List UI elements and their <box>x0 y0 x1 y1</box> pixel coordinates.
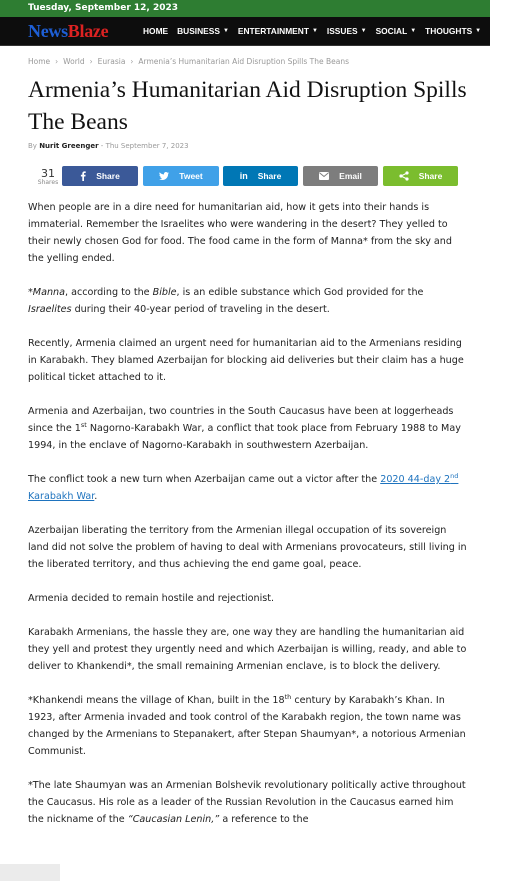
twitter-icon <box>159 172 169 180</box>
article-meta: By Nurit Greenger - Thu September 7, 2023 <box>28 142 189 150</box>
paragraph: Armenia decided to remain hostile and rejectionist. <box>28 593 275 604</box>
nav-item-entertainment[interactable]: ENTERTAINMENT ▼ <box>237 26 318 36</box>
chevron-right-icon: › <box>89 57 93 66</box>
nav-menu <box>143 17 517 45</box>
share-icon <box>399 171 409 181</box>
nav-item-usa[interactable]: USA <box>490 26 508 36</box>
current-date: Tuesday, September 12, 2023 <box>28 3 179 13</box>
paragraph: Recently, Armenia claimed an urgent need for humanitarian aid to the Armenians residing in Karabakh. They blamed Azerbaijan for blocking aid deliveries but their claim has a huge political ticket attached to it. <box>28 338 464 383</box>
paragraph: *Manna, according to the Bible, is an edible substance which God provided for the Israelites during their 40-year period of traveling in the desert. <box>28 287 424 315</box>
chevron-down-icon: ▼ <box>410 28 417 34</box>
chevron-down-icon: ▼ <box>311 28 318 34</box>
chevron-right-icon: › <box>130 57 134 66</box>
facebook-icon <box>80 171 86 181</box>
share-button-facebook[interactable]: Share <box>62 166 138 186</box>
paragraph: Armenia and Azerbaijan, two countries in the South Caucasus have been at loggerheads since the 1st Nagorno-Karabakh War, a conflict that took place from February 1988 to May 1994, in the enclave of Nagorno-Karabakh in southwestern Azerbaijan. <box>28 406 461 451</box>
email-button-email[interactable]: Email <box>303 166 378 186</box>
page-title: Armenia’s Humanitarian Aid Disruption Spills The Beans <box>28 77 467 135</box>
email-icon <box>319 172 329 180</box>
chevron-down-icon: ▼ <box>222 28 229 34</box>
publish-date: Thu September 7, 2023 <box>105 142 189 150</box>
site-logo[interactable]: NewsBlaze <box>28 21 109 41</box>
paragraph: Karabakh Armenians, the hassle they are, one way they are handling the humanitarian aid they yell and protest they urgently need and which Azerbaijan is willing, ready, and able to deliver to Khankendi*, the small remaining Armenian enclave, is to block the delivery. <box>28 627 467 672</box>
paragraph: The conflict took a new turn when Azerbaijan came out a victor after the 2020 44-day 2nd Karabakh War. <box>28 471 459 502</box>
linkedin-icon: in <box>239 171 248 181</box>
share-button-linkedin[interactable]: in Share <box>223 166 298 186</box>
share-count: 31 Shares <box>37 167 59 186</box>
breadcrumb-item[interactable]: World <box>63 57 85 66</box>
breadcrumb-item: Armenia’s Humanitarian Aid Disruption Spills The Beans <box>138 57 349 66</box>
paragraph: *The late Shaumyan was an Armenian Bolshevik revolutionary politically active throughout the Caucasus. His role as a leader of the Russian Revolution in the Caucasus earned him the nickname of the “Caucasian Lenin,” a reference to the <box>28 780 466 825</box>
date-bar <box>0 0 490 17</box>
paragraph: When people are in a dire need for humanitarian aid, how it gets into their hands is immaterial. Remember the Israelites who were wandering in the desert? They yelled to their newly chosen God for food. The food came in the form of Manna* from the sky and the yelling ended. <box>28 202 452 264</box>
karabakh-war-link[interactable]: 2020 44-day 2nd Karabakh War <box>28 471 459 502</box>
breadcrumb-item[interactable]: Home <box>28 57 51 66</box>
breadcrumb <box>28 57 349 66</box>
nav-item-thoughts[interactable]: THOUGHTS ▼ <box>425 26 482 36</box>
author-link[interactable]: Nurit Greenger <box>39 142 99 150</box>
breadcrumb-item[interactable]: Eurasia <box>97 57 126 66</box>
nav-item-business[interactable]: BUSINESS ▼ <box>177 26 229 36</box>
chevron-down-icon: ▼ <box>475 28 482 34</box>
corner-overlay <box>0 864 60 881</box>
paragraph: *Khankendi means the village of Khan, built in the 18th century by Karabakh’s Khan. In 1923, after Armenia invaded and took control of the Karabakh region, the town name was changed by the Armenians to Stepanakert, after Stepan Shaumyan*, a notorious Armenian Communist. <box>28 692 466 757</box>
nav-item-issues[interactable]: ISSUES ▼ <box>326 26 367 36</box>
share-button-share[interactable]: Share <box>383 166 458 186</box>
article-body <box>28 199 468 845</box>
main-navbar <box>0 17 508 46</box>
paragraph: Azerbaijan liberating the territory from the Armenian illegal occupation of its sovereign land did not solve the problem of having to deal with Armenians provocateurs, still living in the liberated territory, and thus achieving the end game goal, peace. <box>28 525 467 570</box>
nav-item-social[interactable]: SOCIAL ▼ <box>375 26 417 36</box>
nav-item-home[interactable]: HOME <box>143 26 169 36</box>
chevron-right-icon: › <box>55 57 59 66</box>
chevron-down-icon: ▼ <box>360 28 367 34</box>
tweet-button-twitter[interactable]: Tweet <box>143 166 219 186</box>
